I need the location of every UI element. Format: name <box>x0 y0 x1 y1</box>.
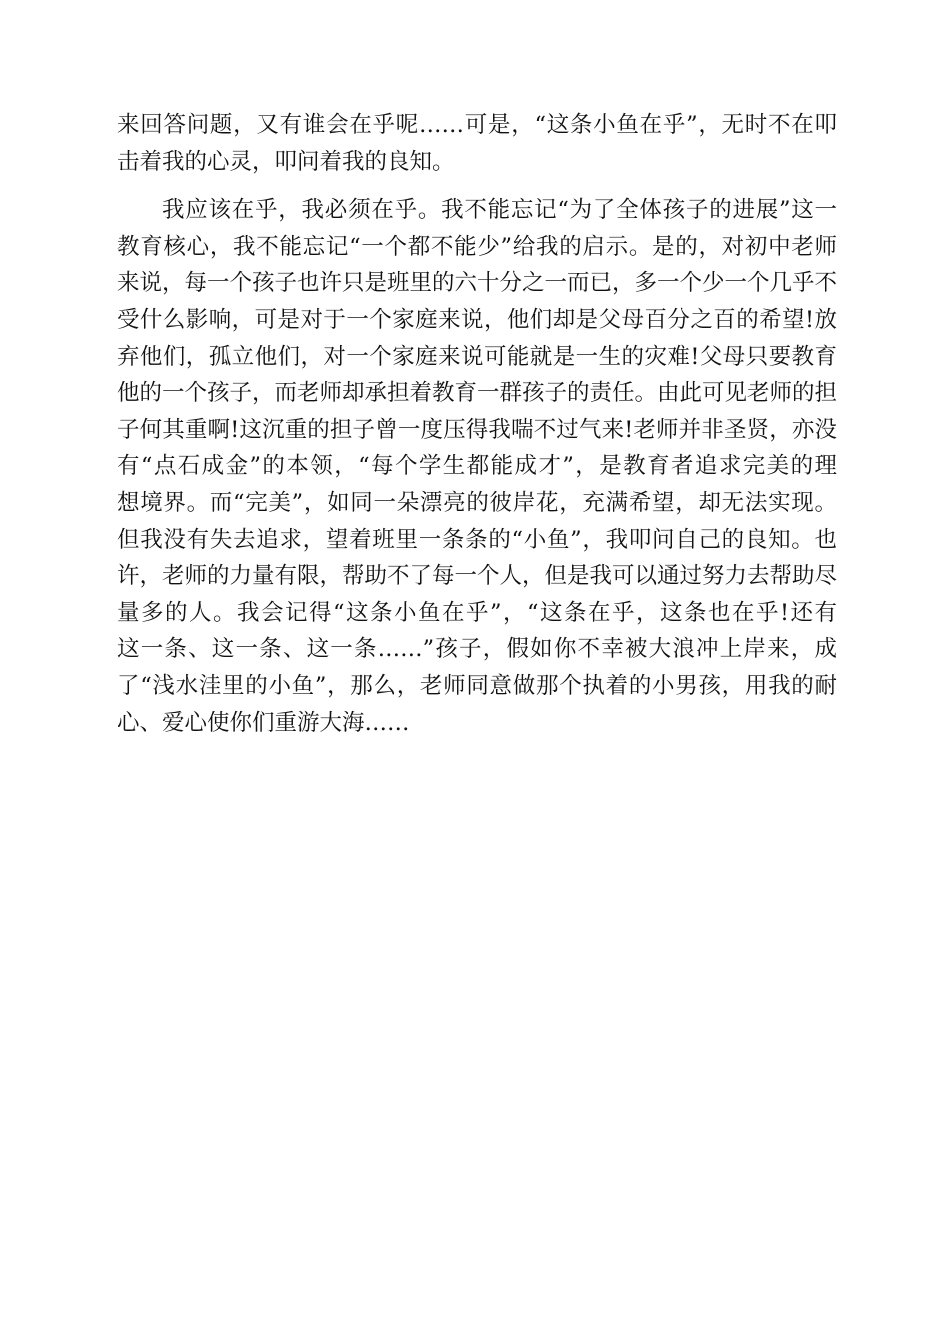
text-line: 量多的人。我会记得“这条小鱼在乎”，“这条在乎，这条也在乎!还有 <box>117 599 837 626</box>
text-line: 这一条、这一条、这一条……”孩子，假如你不幸被大浪冲上岸来，成 <box>117 636 837 663</box>
text-line: 有“点石成金”的本领，“每个学生都能成才”，是教育者追求完美的理 <box>117 453 837 480</box>
text-line: 许，老师的力量有限，帮助不了每一个人，但是我可以通过努力去帮助尽 <box>117 563 838 590</box>
text-line: 他的一个孩子，而老师却承担着教育一群孩子的责任。由此可见老师的担 <box>117 380 838 407</box>
text-line: 但我没有失去追求，望着班里一条条的“小鱼”，我叩问自己的良知。也 <box>117 526 837 553</box>
text-line: 了“浅水洼里的小鱼”，那么，老师同意做那个执着的小男孩，用我的耐 <box>117 672 837 699</box>
text-line: 击着我的心灵，叩问着我的良知。 <box>117 148 455 175</box>
text-line: 子何其重啊!这沉重的担子曾一度压得我喘不过气来!老师并非圣贤，亦没 <box>117 416 837 443</box>
text-line: 教育核心，我不能忘记“一个都不能少”给我的启示。是的，对初中老师 <box>117 233 837 260</box>
paragraph-1 <box>117 107 837 180</box>
paragraph-spacing <box>117 180 837 192</box>
text-line: 想境界。而“完美”，如同一朵漂亮的彼岸花，充满希望，却无法实现。 <box>117 489 837 516</box>
text-line: 来说，每一个孩子也许只是班里的六十分之一而已，多一个少一个几乎不 <box>117 270 838 297</box>
text-line: 受什么影响，可是对于一个家庭来说，他们却是父母百分之百的希望!放 <box>117 306 837 333</box>
text-line: 弃他们，孤立他们，对一个家庭来说可能就是一生的灾难!父母只要教育 <box>117 343 837 370</box>
document-body <box>117 107 837 741</box>
text-line: 我应该在乎，我必须在乎。我不能忘记“为了全体孩子的进展”这一 <box>162 197 837 224</box>
text-line: 来回答问题，又有谁会在乎呢……可是，“这条小鱼在乎”，无时不在叩 <box>117 112 837 138</box>
text-line: 心、爱心使你们重游大海…… <box>117 709 410 736</box>
paragraph-2 <box>117 192 837 741</box>
